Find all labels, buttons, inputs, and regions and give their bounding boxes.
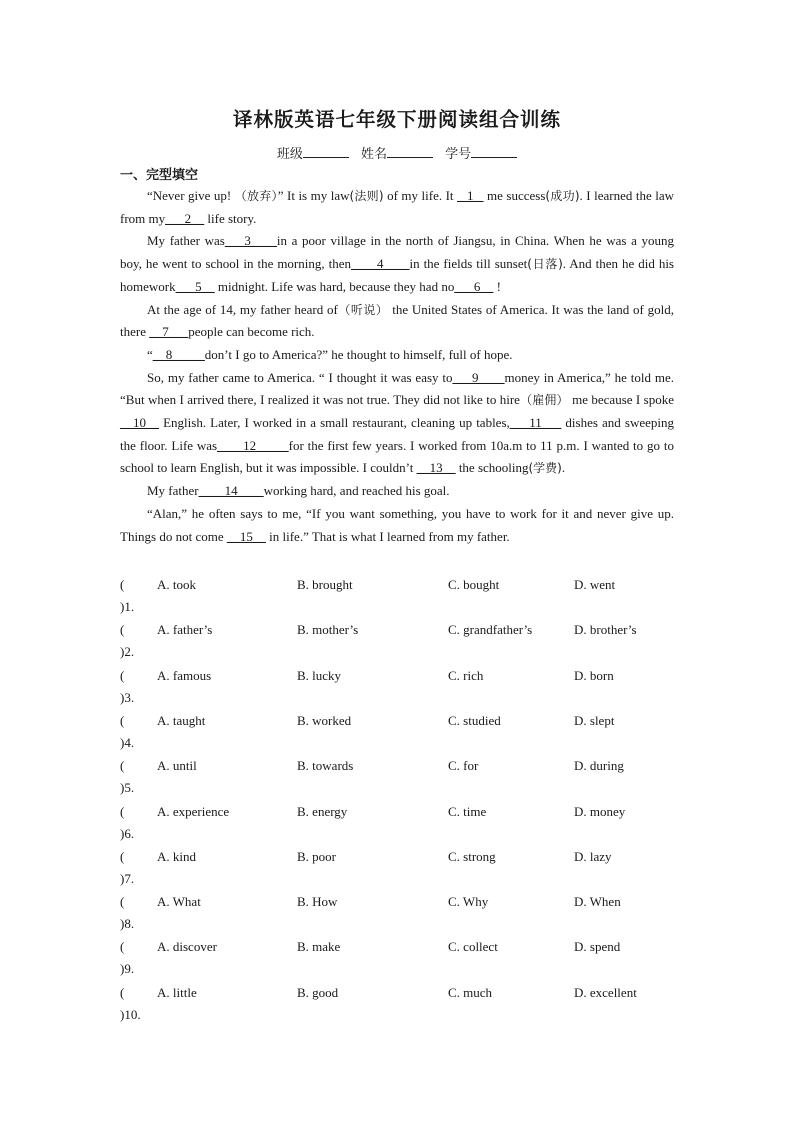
blank[interactable]: ____14____ <box>198 483 264 499</box>
option-b: B. worked <box>297 712 352 728</box>
passage-text: At the age of 14, my father heard of <box>147 301 338 317</box>
option-d: D. went <box>574 577 616 592</box>
passage-paragraph <box>120 299 674 344</box>
passage-text: “ <box>147 346 153 362</box>
question-row <box>120 577 680 622</box>
passage-text: “Never give up! <box>147 188 235 203</box>
blank[interactable]: __10__ <box>120 415 159 431</box>
option-b: B. towards <box>297 758 354 774</box>
passage-paragraph <box>120 185 674 230</box>
option-a: A. kind <box>157 848 196 864</box>
blank[interactable]: ___2__ <box>165 210 205 226</box>
question-row <box>120 758 680 803</box>
question-row <box>120 713 680 758</box>
blank[interactable]: ___9____ <box>452 369 505 385</box>
option-a: A. discover <box>157 939 217 955</box>
answer-paren[interactable]: ( <box>120 712 125 728</box>
passage-text: . <box>561 460 566 476</box>
question-number: )8. <box>120 916 135 932</box>
blank[interactable]: ____4____ <box>350 256 410 272</box>
page-title: 译林版英语七年级下册阅读组合训练 <box>232 108 561 131</box>
passage-text: My father was <box>147 233 225 249</box>
cloze-passage <box>120 185 674 548</box>
blank[interactable]: __15__ <box>226 528 266 544</box>
answer-paren[interactable]: ( <box>120 894 125 910</box>
answer-paren[interactable]: ( <box>120 577 125 592</box>
passage-text: (法则) <box>349 189 384 203</box>
passage-text: life story. <box>204 210 257 226</box>
option-c: C. much <box>448 984 493 1000</box>
blank[interactable]: _1_ <box>457 188 484 203</box>
option-a: A. experience <box>157 803 230 819</box>
option-c: C. collect <box>448 939 498 955</box>
passage-text: in the fields till sunset <box>409 256 528 272</box>
passage-text: working hard, and reached his goal. <box>263 483 450 499</box>
passage-paragraph <box>120 480 674 503</box>
option-a: A. famous <box>157 667 212 683</box>
passage-text: the schooling <box>455 460 529 476</box>
option-b: B. energy <box>297 803 348 819</box>
option-b: B. How <box>297 894 338 910</box>
passage-text: for the first few years. I worked from 10a.m to 11 p.m. I wanted to go to school to learn English, but it was impossible. I couldn’t <box>120 437 674 476</box>
option-a: A. until <box>157 758 197 774</box>
passage-text: me success <box>483 188 546 203</box>
passage-text: ! <box>493 278 501 294</box>
passage-text: . And then he did his homework <box>120 256 674 294</box>
passage-text: don’t I go to America?” he thought to himself, full of hope. <box>204 346 513 362</box>
option-b: B. brought <box>297 577 353 592</box>
option-b: B. lucky <box>297 667 342 683</box>
option-c: C. Why <box>448 894 489 910</box>
passage-text: the United States of America. It was the land of gold, there <box>120 301 674 340</box>
blank[interactable]: ___5__ <box>175 278 215 294</box>
student-info <box>0 143 794 162</box>
question-row <box>120 894 680 939</box>
question-number: )1. <box>120 599 135 614</box>
option-c: C. strong <box>448 848 496 864</box>
name-label: 姓名 <box>360 147 387 162</box>
question-number: )9. <box>120 961 135 977</box>
question-row <box>120 804 680 849</box>
option-c: C. bought <box>448 577 500 592</box>
answer-paren[interactable]: ( <box>120 667 125 683</box>
option-b: B. make <box>297 939 341 955</box>
blank[interactable]: ___11___ <box>509 415 562 431</box>
option-c: C. for <box>448 758 479 774</box>
question-number: )3. <box>120 689 135 705</box>
answer-paren[interactable]: ( <box>120 758 125 774</box>
question-number: )4. <box>120 734 135 750</box>
blank[interactable]: __13__ <box>416 460 456 476</box>
passage-text: me because I spoke <box>568 392 674 408</box>
option-a: A. taught <box>157 712 206 728</box>
class-field[interactable] <box>303 145 349 158</box>
option-b: B. mother’s <box>297 622 359 638</box>
option-d: D. money <box>574 803 626 819</box>
question-number: )10. <box>120 1006 141 1022</box>
blank[interactable]: ___3____ <box>224 233 277 249</box>
passage-text: English. Later, I worked in a small restaurant, cleaning up tables, <box>159 415 510 431</box>
option-c: C. grandfather’s <box>448 622 533 638</box>
passage-text: (成功) <box>545 189 580 203</box>
passage-text: “Alan,” he often says to me, “If you want something, you have to work for it and never give up. Things do not come <box>120 505 674 544</box>
blank[interactable]: __8_____ <box>152 346 205 362</box>
answer-paren[interactable]: ( <box>120 803 125 819</box>
passage-text: of my life. It <box>383 188 458 203</box>
option-d: D. excellent <box>574 984 637 1000</box>
blank[interactable]: ____12_____ <box>217 437 289 453</box>
passage-text: in life.” That is what I learned from my father. <box>265 528 510 544</box>
passage-text: So, my father came to America. “ I thought it was easy to <box>147 369 453 385</box>
class-label: 班级 <box>276 147 303 162</box>
blank[interactable]: ___6__ <box>454 278 494 294</box>
option-b: B. good <box>297 984 339 1000</box>
option-a: A. took <box>157 577 196 592</box>
option-d: D. spend <box>574 939 621 955</box>
passage-paragraph <box>120 344 674 367</box>
question-number: )2. <box>120 644 135 660</box>
passage-text: (日落) <box>527 257 563 272</box>
question-row <box>120 849 680 894</box>
passage-paragraph <box>120 503 674 548</box>
option-c: C. studied <box>448 712 501 728</box>
question-row <box>120 939 680 984</box>
question-number: )5. <box>120 780 135 796</box>
name-field[interactable] <box>387 145 433 158</box>
passage-text: midnight. Life was hard, because they had no <box>214 278 455 294</box>
passage-text: money in America,” he told me. “But when I arrived there, I realized it was not true. They did not like to hire <box>120 369 674 408</box>
question-row <box>120 985 680 1030</box>
passage-text: （放弃） <box>234 189 278 203</box>
passage-text: people can become rich. <box>188 324 315 340</box>
option-a: A. father’s <box>157 622 213 638</box>
answer-paren[interactable]: ( <box>120 939 125 955</box>
option-c: C. time <box>448 803 487 819</box>
option-d: D. during <box>574 758 624 774</box>
answer-paren[interactable]: ( <box>120 622 125 638</box>
passage-text: dishes and sweeping the floor. Life was <box>120 415 674 453</box>
passage-paragraph <box>120 367 674 481</box>
question-row <box>120 668 680 713</box>
option-d: D. lazy <box>574 848 612 864</box>
passage-text: in a poor village in the north of Jiangsu, in China. When he was a young boy, he went to school in the morning, then <box>120 233 675 272</box>
passage-text: （听说） <box>337 302 389 317</box>
passage-text: (学费) <box>528 461 562 476</box>
option-c: C. rich <box>448 667 484 683</box>
question-number: )7. <box>120 870 135 886</box>
option-a: A. What <box>157 894 201 910</box>
passage-text: My father <box>147 483 199 499</box>
option-d: D. When <box>574 894 621 910</box>
passage-text: . I learned the law from my <box>120 188 674 226</box>
option-d: D. brother’s <box>574 622 637 638</box>
option-a: A. little <box>157 984 197 1000</box>
id-label: 学号 <box>445 147 472 162</box>
passage-text: ” It is my law <box>277 188 350 203</box>
answer-paren[interactable]: ( <box>120 848 125 864</box>
passage-text: （雇佣） <box>519 393 569 408</box>
option-d: D. slept <box>574 712 615 728</box>
section-title: 一、完型填空 <box>120 168 199 183</box>
option-b: B. poor <box>297 848 336 864</box>
blank[interactable]: __7___ <box>149 324 189 340</box>
question-row <box>120 622 680 667</box>
answer-paren[interactable]: ( <box>120 984 125 1000</box>
question-number: )6. <box>120 825 135 841</box>
option-d: D. born <box>574 667 614 683</box>
id-field[interactable] <box>471 145 517 158</box>
passage-paragraph <box>120 230 674 298</box>
